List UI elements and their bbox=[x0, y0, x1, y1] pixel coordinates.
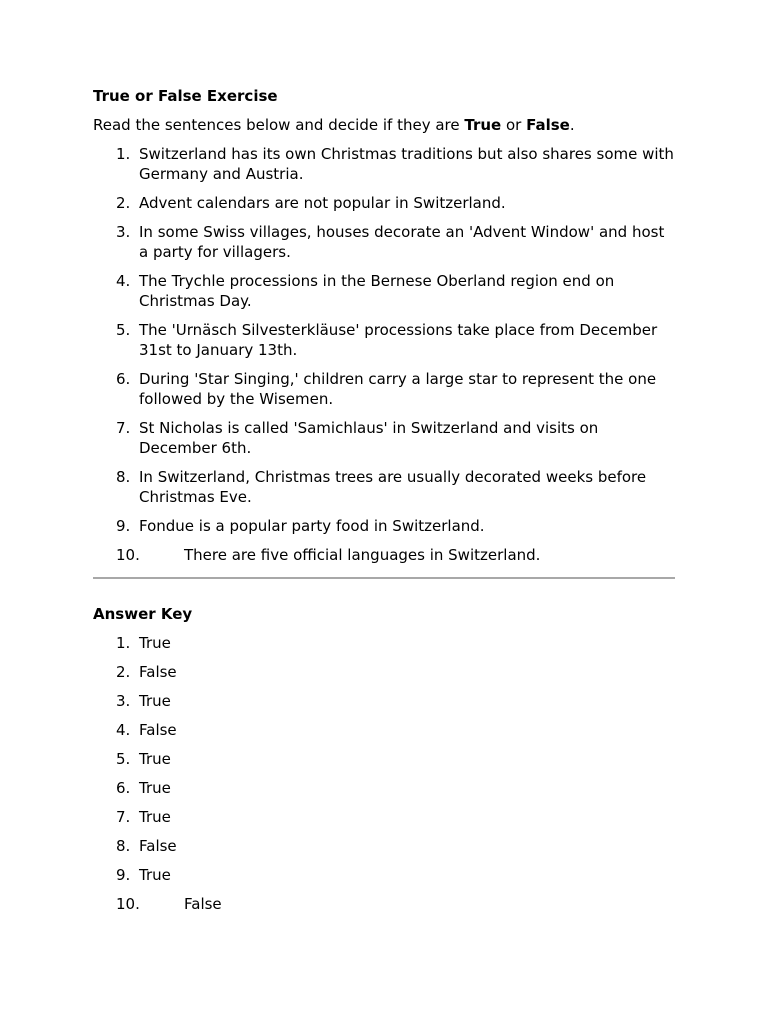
answer-number: 10. bbox=[116, 895, 140, 913]
answer-item bbox=[93, 633, 675, 653]
exercise-instructions bbox=[93, 115, 675, 135]
question-number: 6. bbox=[116, 370, 131, 388]
instructions-period: . bbox=[569, 116, 575, 134]
answer-number: 4. bbox=[116, 721, 131, 739]
answer-key-title: Answer Key bbox=[93, 605, 193, 623]
question-item bbox=[93, 418, 675, 458]
question-number: 7. bbox=[116, 419, 131, 437]
answer-text: False bbox=[139, 663, 177, 681]
answer-number: 1. bbox=[116, 634, 131, 652]
question-number: 2. bbox=[116, 194, 131, 212]
answer-number: 5. bbox=[116, 750, 131, 768]
question-text: St Nicholas is called 'Samichlaus' in Switzerland and visits on December 6th. bbox=[139, 419, 599, 457]
instructions-true: True bbox=[464, 116, 502, 134]
answer-text: False bbox=[139, 721, 177, 739]
question-item bbox=[93, 467, 675, 507]
document-page bbox=[93, 86, 675, 914]
question-number: 3. bbox=[116, 223, 131, 241]
answer-number: 9. bbox=[116, 866, 131, 884]
answer-text: True bbox=[139, 634, 171, 652]
question-item bbox=[93, 193, 675, 213]
exercise-title: True or False Exercise bbox=[93, 87, 278, 105]
question-text: The 'Urnäsch Silvesterkläuse' processions take place from December 31st to January 13th. bbox=[139, 321, 658, 359]
answer-text: True bbox=[139, 779, 171, 797]
question-number: 10. bbox=[116, 546, 140, 564]
answer-text: True bbox=[139, 866, 171, 884]
answer-item bbox=[93, 894, 675, 914]
question-text: During 'Star Singing,' children carry a large star to represent the one followed by the Wisemen. bbox=[139, 370, 657, 408]
question-item bbox=[93, 545, 675, 565]
instructions-or: or bbox=[501, 116, 527, 134]
answer-item bbox=[93, 778, 675, 798]
question-item bbox=[93, 222, 675, 262]
section-divider bbox=[93, 577, 675, 579]
question-number: 8. bbox=[116, 468, 131, 486]
question-number: 4. bbox=[116, 272, 131, 290]
question-text: Advent calendars are not popular in Switzerland. bbox=[139, 194, 506, 212]
question-text: In Switzerland, Christmas trees are usually decorated weeks before Christmas Eve. bbox=[139, 468, 647, 506]
question-list bbox=[93, 144, 675, 565]
question-number: 1. bbox=[116, 145, 131, 163]
question-item bbox=[93, 516, 675, 536]
answer-text: False bbox=[139, 837, 177, 855]
answer-text: False bbox=[184, 895, 222, 913]
answer-item bbox=[93, 865, 675, 885]
question-item bbox=[93, 369, 675, 409]
question-text: The Trychle processions in the Bernese Oberland region end on Christmas Day. bbox=[139, 272, 615, 310]
question-text: Switzerland has its own Christmas traditions but also shares some with Germany and Austria. bbox=[139, 145, 674, 183]
answer-item bbox=[93, 720, 675, 740]
answer-item bbox=[93, 691, 675, 711]
question-item bbox=[93, 320, 675, 360]
answer-list bbox=[93, 633, 675, 914]
answer-text: True bbox=[139, 750, 171, 768]
instructions-false: False bbox=[526, 116, 570, 134]
question-text: There are five official languages in Switzerland. bbox=[184, 546, 541, 564]
question-number: 5. bbox=[116, 321, 131, 339]
question-text: Fondue is a popular party food in Switzerland. bbox=[139, 517, 485, 535]
answer-item bbox=[93, 749, 675, 769]
answer-item bbox=[93, 836, 675, 856]
answer-number: 3. bbox=[116, 692, 131, 710]
question-number: 9. bbox=[116, 517, 131, 535]
question-item bbox=[93, 144, 675, 184]
question-text: In some Swiss villages, houses decorate an 'Advent Window' and host a party for villagers. bbox=[139, 223, 665, 261]
answer-number: 8. bbox=[116, 837, 131, 855]
answer-number: 7. bbox=[116, 808, 131, 826]
answer-number: 2. bbox=[116, 663, 131, 681]
question-item bbox=[93, 271, 675, 311]
answer-text: True bbox=[139, 692, 171, 710]
instructions-text: Read the sentences below and decide if they are bbox=[93, 116, 465, 134]
answer-item bbox=[93, 662, 675, 682]
answer-text: True bbox=[139, 808, 171, 826]
answer-item bbox=[93, 807, 675, 827]
answer-number: 6. bbox=[116, 779, 131, 797]
